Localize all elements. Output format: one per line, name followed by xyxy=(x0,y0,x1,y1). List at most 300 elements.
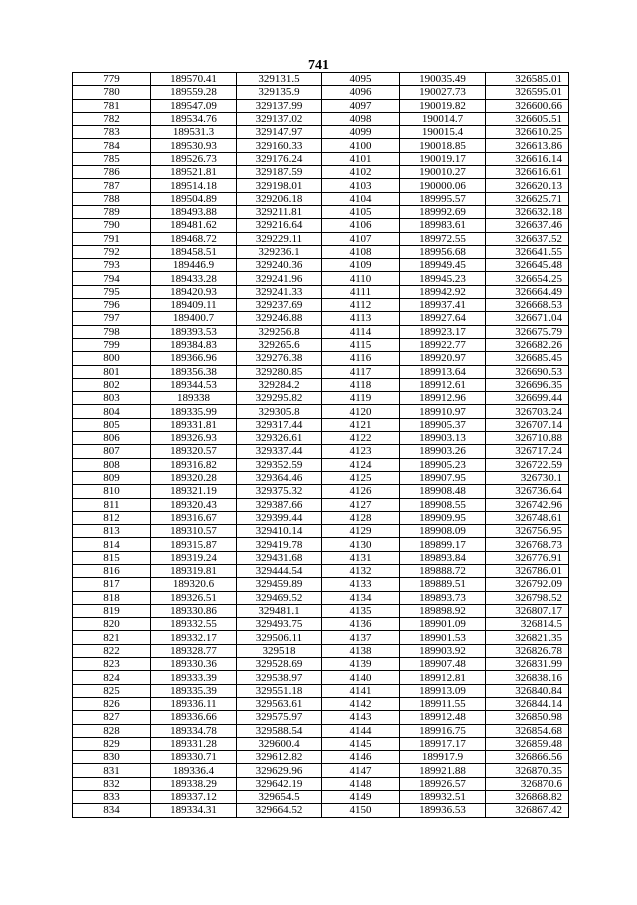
point-number-right: 4136 xyxy=(322,618,400,631)
point-number-right: 4128 xyxy=(322,511,400,524)
x-coordinate-right: 190019.82 xyxy=(400,99,486,112)
y-coordinate-left: 329575.97 xyxy=(237,711,322,724)
table-row xyxy=(73,112,569,125)
x-coordinate-left: 189330.86 xyxy=(151,604,237,617)
point-number-right: 4099 xyxy=(322,126,400,139)
y-coordinate-right: 326776.91 xyxy=(486,551,569,564)
y-coordinate-left: 329444.54 xyxy=(237,564,322,577)
y-coordinate-left: 329410.14 xyxy=(237,525,322,538)
x-coordinate-left: 189481.62 xyxy=(151,219,237,232)
page-number: 741 xyxy=(308,58,329,73)
x-coordinate-left: 189384.83 xyxy=(151,338,237,351)
y-coordinate-left: 329642.19 xyxy=(237,777,322,790)
point-number-left: 796 xyxy=(73,299,151,312)
x-coordinate-left: 189570.41 xyxy=(151,73,237,86)
y-coordinate-right: 326610.25 xyxy=(486,126,569,139)
x-coordinate-right: 189936.53 xyxy=(400,804,486,817)
x-coordinate-right: 189905.23 xyxy=(400,458,486,471)
table-row xyxy=(73,259,569,272)
x-coordinate-right: 189908.55 xyxy=(400,498,486,511)
x-coordinate-left: 189316.67 xyxy=(151,511,237,524)
x-coordinate-left: 189400.7 xyxy=(151,312,237,325)
point-number-left: 809 xyxy=(73,471,151,484)
point-number-left: 805 xyxy=(73,418,151,431)
x-coordinate-right: 189907.95 xyxy=(400,471,486,484)
y-coordinate-right: 326814.5 xyxy=(486,618,569,631)
x-coordinate-right: 190027.73 xyxy=(400,86,486,99)
table-row xyxy=(73,777,569,790)
table-row xyxy=(73,445,569,458)
point-number-left: 834 xyxy=(73,804,151,817)
y-coordinate-right: 326748.61 xyxy=(486,511,569,524)
y-coordinate-right: 326671.04 xyxy=(486,312,569,325)
y-coordinate-left: 329375.32 xyxy=(237,485,322,498)
y-coordinate-right: 326854.68 xyxy=(486,724,569,737)
y-coordinate-left: 329131.5 xyxy=(237,73,322,86)
x-coordinate-right: 189927.64 xyxy=(400,312,486,325)
x-coordinate-left: 189336.66 xyxy=(151,711,237,724)
point-number-right: 4108 xyxy=(322,245,400,258)
y-coordinate-right: 326664.49 xyxy=(486,285,569,298)
point-number-right: 4110 xyxy=(322,272,400,285)
table-row xyxy=(73,139,569,152)
x-coordinate-left: 189366.96 xyxy=(151,352,237,365)
x-coordinate-right: 189901.09 xyxy=(400,618,486,631)
point-number-right: 4098 xyxy=(322,112,400,125)
x-coordinate-right: 189893.73 xyxy=(400,591,486,604)
x-coordinate-left: 189504.89 xyxy=(151,192,237,205)
point-number-left: 816 xyxy=(73,564,151,577)
point-number-left: 802 xyxy=(73,378,151,391)
x-coordinate-right: 189972.55 xyxy=(400,232,486,245)
point-number-right: 4145 xyxy=(322,737,400,750)
point-number-left: 821 xyxy=(73,631,151,644)
x-coordinate-left: 189334.31 xyxy=(151,804,237,817)
x-coordinate-left: 189531.3 xyxy=(151,126,237,139)
x-coordinate-right: 189917.17 xyxy=(400,737,486,750)
x-coordinate-left: 189328.77 xyxy=(151,644,237,657)
y-coordinate-left: 329600.4 xyxy=(237,737,322,750)
y-coordinate-right: 326613.86 xyxy=(486,139,569,152)
x-coordinate-left: 189316.82 xyxy=(151,458,237,471)
table-row xyxy=(73,378,569,391)
x-coordinate-left: 189331.28 xyxy=(151,737,237,750)
table-row xyxy=(73,405,569,418)
y-coordinate-left: 329664.52 xyxy=(237,804,322,817)
y-coordinate-right: 326654.25 xyxy=(486,272,569,285)
y-coordinate-left: 329265.6 xyxy=(237,338,322,351)
x-coordinate-left: 189526.73 xyxy=(151,152,237,165)
point-number-left: 817 xyxy=(73,578,151,591)
x-coordinate-left: 189331.81 xyxy=(151,418,237,431)
point-number-left: 804 xyxy=(73,405,151,418)
y-coordinate-right: 326742.96 xyxy=(486,498,569,511)
point-number-right: 4100 xyxy=(322,139,400,152)
y-coordinate-left: 329211.81 xyxy=(237,205,322,218)
point-number-left: 794 xyxy=(73,272,151,285)
point-number-left: 780 xyxy=(73,86,151,99)
x-coordinate-right: 189992.69 xyxy=(400,205,486,218)
point-number-left: 813 xyxy=(73,525,151,538)
y-coordinate-left: 329137.02 xyxy=(237,112,322,125)
point-number-left: 795 xyxy=(73,285,151,298)
x-coordinate-left: 189315.87 xyxy=(151,538,237,551)
x-coordinate-left: 189334.78 xyxy=(151,724,237,737)
y-coordinate-right: 326807.17 xyxy=(486,604,569,617)
x-coordinate-right: 189899.17 xyxy=(400,538,486,551)
x-coordinate-left: 189320.57 xyxy=(151,445,237,458)
point-number-left: 806 xyxy=(73,432,151,445)
point-number-left: 791 xyxy=(73,232,151,245)
x-coordinate-right: 189916.75 xyxy=(400,724,486,737)
table-row xyxy=(73,525,569,538)
table-row xyxy=(73,711,569,724)
point-number-left: 779 xyxy=(73,73,151,86)
y-coordinate-right: 326641.55 xyxy=(486,245,569,258)
y-coordinate-right: 326730.1 xyxy=(486,471,569,484)
x-coordinate-right: 189905.37 xyxy=(400,418,486,431)
y-coordinate-left: 329459.89 xyxy=(237,578,322,591)
x-coordinate-left: 189559.28 xyxy=(151,86,237,99)
point-number-right: 4125 xyxy=(322,471,400,484)
table-row xyxy=(73,73,569,86)
y-coordinate-left: 329187.59 xyxy=(237,166,322,179)
y-coordinate-left: 329469.52 xyxy=(237,591,322,604)
point-number-right: 4127 xyxy=(322,498,400,511)
y-coordinate-left: 329240.36 xyxy=(237,259,322,272)
x-coordinate-left: 189409.11 xyxy=(151,299,237,312)
x-coordinate-left: 189319.81 xyxy=(151,564,237,577)
point-number-right: 4142 xyxy=(322,697,400,710)
x-coordinate-right: 189898.92 xyxy=(400,604,486,617)
table-row xyxy=(73,219,569,232)
x-coordinate-right: 190018.85 xyxy=(400,139,486,152)
y-coordinate-left: 329305.8 xyxy=(237,405,322,418)
y-coordinate-left: 329337.44 xyxy=(237,445,322,458)
y-coordinate-left: 329364.46 xyxy=(237,471,322,484)
point-number-left: 800 xyxy=(73,352,151,365)
table-row xyxy=(73,365,569,378)
point-number-right: 4095 xyxy=(322,73,400,86)
x-coordinate-left: 189336.4 xyxy=(151,764,237,777)
x-coordinate-left: 189332.55 xyxy=(151,618,237,631)
x-coordinate-left: 189326.51 xyxy=(151,591,237,604)
x-coordinate-right: 189903.13 xyxy=(400,432,486,445)
point-number-right: 4141 xyxy=(322,684,400,697)
y-coordinate-right: 326696.35 xyxy=(486,378,569,391)
y-coordinate-left: 329241.96 xyxy=(237,272,322,285)
x-coordinate-right: 189937.41 xyxy=(400,299,486,312)
y-coordinate-left: 329317.44 xyxy=(237,418,322,431)
point-number-right: 4113 xyxy=(322,312,400,325)
y-coordinate-left: 329518 xyxy=(237,644,322,657)
point-number-right: 4143 xyxy=(322,711,400,724)
table-row xyxy=(73,245,569,258)
y-coordinate-right: 326595.01 xyxy=(486,86,569,99)
table-row xyxy=(73,485,569,498)
table-row xyxy=(73,179,569,192)
y-coordinate-left: 329493.75 xyxy=(237,618,322,631)
x-coordinate-right: 189921.88 xyxy=(400,764,486,777)
x-coordinate-left: 189320.43 xyxy=(151,498,237,511)
x-coordinate-left: 189521.81 xyxy=(151,166,237,179)
y-coordinate-right: 326717.24 xyxy=(486,445,569,458)
y-coordinate-right: 326620.13 xyxy=(486,179,569,192)
point-number-right: 4116 xyxy=(322,352,400,365)
x-coordinate-right: 189917.9 xyxy=(400,751,486,764)
point-number-left: 812 xyxy=(73,511,151,524)
point-number-left: 827 xyxy=(73,711,151,724)
x-coordinate-right: 189903.92 xyxy=(400,644,486,657)
y-coordinate-left: 329236.1 xyxy=(237,245,322,258)
point-number-left: 819 xyxy=(73,604,151,617)
table-row xyxy=(73,285,569,298)
x-coordinate-right: 189893.84 xyxy=(400,551,486,564)
x-coordinate-right: 190010.27 xyxy=(400,166,486,179)
x-coordinate-left: 189321.19 xyxy=(151,485,237,498)
y-coordinate-left: 329399.44 xyxy=(237,511,322,524)
x-coordinate-right: 189912.81 xyxy=(400,671,486,684)
table-row xyxy=(73,564,569,577)
y-coordinate-right: 326798.52 xyxy=(486,591,569,604)
y-coordinate-right: 326768.73 xyxy=(486,538,569,551)
point-number-right: 4129 xyxy=(322,525,400,538)
point-number-right: 4133 xyxy=(322,578,400,591)
point-number-left: 815 xyxy=(73,551,151,564)
point-number-right: 4150 xyxy=(322,804,400,817)
point-number-left: 831 xyxy=(73,764,151,777)
point-number-left: 798 xyxy=(73,325,151,338)
x-coordinate-right: 190014.7 xyxy=(400,112,486,125)
y-coordinate-right: 326699.44 xyxy=(486,392,569,405)
point-number-right: 4137 xyxy=(322,631,400,644)
y-coordinate-left: 329588.54 xyxy=(237,724,322,737)
x-coordinate-right: 189920.97 xyxy=(400,352,486,365)
y-coordinate-left: 329280.85 xyxy=(237,365,322,378)
point-number-left: 808 xyxy=(73,458,151,471)
table-row xyxy=(73,697,569,710)
x-coordinate-left: 189338.29 xyxy=(151,777,237,790)
x-coordinate-left: 189326.93 xyxy=(151,432,237,445)
point-number-right: 4101 xyxy=(322,152,400,165)
y-coordinate-right: 326690.53 xyxy=(486,365,569,378)
x-coordinate-right: 189923.17 xyxy=(400,325,486,338)
x-coordinate-right: 189922.77 xyxy=(400,338,486,351)
x-coordinate-right: 189913.09 xyxy=(400,684,486,697)
table-row xyxy=(73,791,569,804)
point-number-left: 825 xyxy=(73,684,151,697)
x-coordinate-left: 189332.17 xyxy=(151,631,237,644)
x-coordinate-right: 189945.23 xyxy=(400,272,486,285)
x-coordinate-left: 189310.57 xyxy=(151,525,237,538)
y-coordinate-right: 326870.6 xyxy=(486,777,569,790)
x-coordinate-left: 189336.11 xyxy=(151,697,237,710)
x-coordinate-right: 189888.72 xyxy=(400,564,486,577)
point-number-right: 4148 xyxy=(322,777,400,790)
point-number-right: 4120 xyxy=(322,405,400,418)
x-coordinate-right: 189912.96 xyxy=(400,392,486,405)
y-coordinate-left: 329246.88 xyxy=(237,312,322,325)
x-coordinate-right: 189910.97 xyxy=(400,405,486,418)
point-number-right: 4122 xyxy=(322,432,400,445)
x-coordinate-left: 189335.39 xyxy=(151,684,237,697)
y-coordinate-right: 326616.61 xyxy=(486,166,569,179)
y-coordinate-left: 329216.64 xyxy=(237,219,322,232)
table-row xyxy=(73,205,569,218)
x-coordinate-left: 189330.71 xyxy=(151,751,237,764)
point-number-right: 4102 xyxy=(322,166,400,179)
x-coordinate-left: 189547.09 xyxy=(151,99,237,112)
point-number-left: 807 xyxy=(73,445,151,458)
point-number-right: 4124 xyxy=(322,458,400,471)
point-number-left: 803 xyxy=(73,392,151,405)
table-row xyxy=(73,751,569,764)
table-row xyxy=(73,511,569,524)
table-row xyxy=(73,764,569,777)
table-row xyxy=(73,804,569,817)
x-coordinate-left: 189433.28 xyxy=(151,272,237,285)
y-coordinate-left: 329612.82 xyxy=(237,751,322,764)
x-coordinate-right: 189932.51 xyxy=(400,791,486,804)
point-number-left: 799 xyxy=(73,338,151,351)
table-row xyxy=(73,538,569,551)
point-number-left: 814 xyxy=(73,538,151,551)
x-coordinate-right: 190015.4 xyxy=(400,126,486,139)
y-coordinate-right: 326605.51 xyxy=(486,112,569,125)
table-row xyxy=(73,724,569,737)
point-number-right: 4140 xyxy=(322,671,400,684)
point-number-right: 4144 xyxy=(322,724,400,737)
point-number-right: 4103 xyxy=(322,179,400,192)
y-coordinate-right: 326637.52 xyxy=(486,232,569,245)
x-coordinate-left: 189468.72 xyxy=(151,232,237,245)
y-coordinate-right: 326703.24 xyxy=(486,405,569,418)
y-coordinate-left: 329137.99 xyxy=(237,99,322,112)
table-row xyxy=(73,604,569,617)
point-number-right: 4118 xyxy=(322,378,400,391)
point-number-right: 4111 xyxy=(322,285,400,298)
y-coordinate-right: 326736.64 xyxy=(486,485,569,498)
y-coordinate-left: 329538.97 xyxy=(237,671,322,684)
x-coordinate-left: 189335.99 xyxy=(151,405,237,418)
table-row xyxy=(73,551,569,564)
point-number-right: 4135 xyxy=(322,604,400,617)
x-coordinate-left: 189338 xyxy=(151,392,237,405)
table-row xyxy=(73,352,569,365)
y-coordinate-right: 326870.35 xyxy=(486,764,569,777)
y-coordinate-right: 326868.82 xyxy=(486,791,569,804)
point-number-left: 830 xyxy=(73,751,151,764)
point-number-right: 4115 xyxy=(322,338,400,351)
table-row xyxy=(73,152,569,165)
y-coordinate-left: 329551.18 xyxy=(237,684,322,697)
point-number-right: 4121 xyxy=(322,418,400,431)
y-coordinate-left: 329654.5 xyxy=(237,791,322,804)
y-coordinate-left: 329481.1 xyxy=(237,604,322,617)
point-number-left: 785 xyxy=(73,152,151,165)
table-row xyxy=(73,498,569,511)
y-coordinate-left: 329295.82 xyxy=(237,392,322,405)
table-row xyxy=(73,232,569,245)
table-row xyxy=(73,631,569,644)
x-coordinate-left: 189446.9 xyxy=(151,259,237,272)
x-coordinate-right: 189995.57 xyxy=(400,192,486,205)
y-coordinate-right: 326685.45 xyxy=(486,352,569,365)
point-number-left: 790 xyxy=(73,219,151,232)
x-coordinate-right: 189912.48 xyxy=(400,711,486,724)
y-coordinate-right: 326625.71 xyxy=(486,192,569,205)
point-number-left: 828 xyxy=(73,724,151,737)
point-number-left: 789 xyxy=(73,205,151,218)
x-coordinate-right: 189903.26 xyxy=(400,445,486,458)
table-row xyxy=(73,432,569,445)
x-coordinate-right: 189912.61 xyxy=(400,378,486,391)
y-coordinate-left: 329629.96 xyxy=(237,764,322,777)
point-number-right: 4134 xyxy=(322,591,400,604)
point-number-right: 4138 xyxy=(322,644,400,657)
x-coordinate-right: 190000.06 xyxy=(400,179,486,192)
y-coordinate-right: 326850.98 xyxy=(486,711,569,724)
point-number-left: 792 xyxy=(73,245,151,258)
table-row xyxy=(73,312,569,325)
point-number-right: 4146 xyxy=(322,751,400,764)
point-number-right: 4130 xyxy=(322,538,400,551)
point-number-left: 786 xyxy=(73,166,151,179)
x-coordinate-right: 190019.17 xyxy=(400,152,486,165)
y-coordinate-right: 326792.09 xyxy=(486,578,569,591)
point-number-right: 4106 xyxy=(322,219,400,232)
y-coordinate-right: 326668.53 xyxy=(486,299,569,312)
point-number-right: 4126 xyxy=(322,485,400,498)
point-number-left: 783 xyxy=(73,126,151,139)
x-coordinate-left: 189356.38 xyxy=(151,365,237,378)
point-number-left: 787 xyxy=(73,179,151,192)
point-number-right: 4149 xyxy=(322,791,400,804)
table-row xyxy=(73,471,569,484)
point-number-left: 811 xyxy=(73,498,151,511)
table-row xyxy=(73,458,569,471)
y-coordinate-left: 329147.97 xyxy=(237,126,322,139)
point-number-right: 4123 xyxy=(322,445,400,458)
point-number-right: 4104 xyxy=(322,192,400,205)
x-coordinate-left: 189458.51 xyxy=(151,245,237,258)
y-coordinate-right: 326600.66 xyxy=(486,99,569,112)
y-coordinate-left: 329506.11 xyxy=(237,631,322,644)
y-coordinate-left: 329241.33 xyxy=(237,285,322,298)
point-number-left: 826 xyxy=(73,697,151,710)
y-coordinate-left: 329352.59 xyxy=(237,458,322,471)
y-coordinate-left: 329198.01 xyxy=(237,179,322,192)
x-coordinate-left: 189420.93 xyxy=(151,285,237,298)
table-row xyxy=(73,299,569,312)
point-number-right: 4131 xyxy=(322,551,400,564)
table-row xyxy=(73,737,569,750)
table-row xyxy=(73,658,569,671)
point-number-left: 810 xyxy=(73,485,151,498)
x-coordinate-left: 189344.53 xyxy=(151,378,237,391)
point-number-right: 4132 xyxy=(322,564,400,577)
x-coordinate-right: 189913.64 xyxy=(400,365,486,378)
point-number-right: 4105 xyxy=(322,205,400,218)
x-coordinate-left: 189320.28 xyxy=(151,471,237,484)
y-coordinate-left: 329229.11 xyxy=(237,232,322,245)
y-coordinate-right: 326831.99 xyxy=(486,658,569,671)
x-coordinate-left: 189393.53 xyxy=(151,325,237,338)
y-coordinate-right: 326859.48 xyxy=(486,737,569,750)
x-coordinate-left: 189319.24 xyxy=(151,551,237,564)
table-row xyxy=(73,671,569,684)
y-coordinate-right: 326682.26 xyxy=(486,338,569,351)
